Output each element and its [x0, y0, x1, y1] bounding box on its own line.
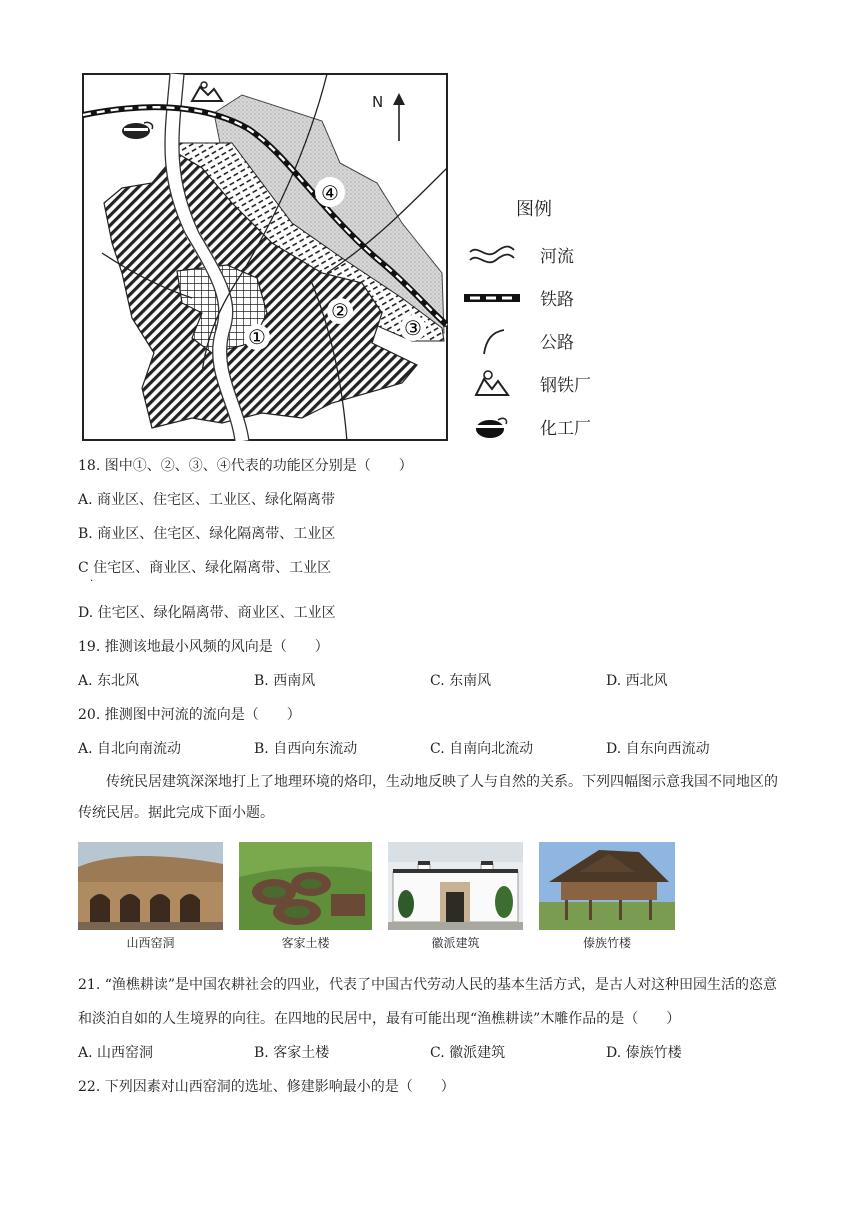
photo-tulou — [239, 842, 372, 930]
q21-option-c: C. 徽派建筑 — [430, 1045, 506, 1061]
legend-label-railway: 铁路 — [540, 290, 574, 310]
q18-option-d: D. 住宅区、绿化隔离带、商业区、工业区 — [78, 605, 336, 621]
q19-option-c: C. 东南风 — [430, 673, 492, 689]
legend-row-road — [462, 319, 612, 362]
q18-option-c: C 住宅区、商业区、绿化隔离带、工业区 — [78, 560, 332, 576]
legend-title: 图例 — [516, 199, 552, 220]
intro-text: 传统民居建筑深深地打上了地理环境的烙印，生动地反映了人与自然的关系。下列四幅图示意我国不同地区的传统民居。据此完成下面小题。 — [78, 774, 778, 821]
map-figure — [82, 73, 448, 441]
q19-stem: 19. 推测该地最小风频的风向是（ ） — [78, 639, 329, 655]
legend-label-road: 公路 — [540, 333, 574, 353]
q21-option-b: B. 客家土楼 — [254, 1045, 330, 1061]
legend-label-chemical: 化工厂 — [540, 419, 591, 439]
q18-option-a: A. 商业区、住宅区、工业区、绿化隔离带 — [78, 492, 336, 508]
q18-stem: 18. 图中①、②、③、④代表的功能区分别是（ ） — [78, 458, 413, 474]
legend-label-river: 河流 — [540, 247, 574, 267]
q22-stem: 22. 下列因素对山西窑洞的选址、修建影响最小的是（ ） — [78, 1079, 455, 1095]
photo-huipai — [388, 842, 523, 930]
steel-plant-icon — [462, 367, 522, 401]
q19-option-d: D. 西北风 — [606, 673, 668, 689]
caption-zhulou: 傣族竹楼 — [582, 936, 631, 950]
zone-label-3: ③ — [404, 316, 422, 340]
caption-tulou: 客家土楼 — [281, 936, 330, 950]
q21-option-a: A. 山西窑洞 — [78, 1045, 154, 1061]
option-c-dot: · — [90, 576, 94, 587]
photo-zhulou — [539, 842, 675, 930]
zone-label-2: ② — [331, 299, 349, 323]
zone-label-1: ① — [248, 325, 266, 349]
railway-icon — [462, 281, 522, 315]
legend-row-river — [462, 233, 612, 276]
q20-option-c: C. 自南向北流动 — [430, 741, 534, 757]
q20-option-b: B. 自西向东流动 — [254, 741, 358, 757]
legend-row-chemical — [462, 405, 612, 448]
zone-label-4: ④ — [321, 181, 339, 205]
city-function-map — [82, 73, 448, 441]
north-label: N — [372, 93, 384, 111]
q20-option-d: D. 自东向西流动 — [606, 741, 710, 757]
legend-row-railway — [462, 276, 612, 319]
road-icon — [462, 324, 522, 358]
q19-option-a: A. 东北风 — [78, 673, 140, 689]
legend-row-steel — [462, 362, 612, 405]
caption-yaodong: 山西窑洞 — [126, 936, 175, 950]
q20-option-a: A. 自北向南流动 — [78, 741, 182, 757]
river-icon — [462, 238, 522, 272]
chemical-plant-icon — [462, 410, 522, 444]
intro-paragraph — [78, 767, 784, 829]
q20-stem: 20. 推测图中河流的流向是（ ） — [78, 707, 301, 723]
photo-yaodong — [78, 842, 223, 930]
legend-label-steel: 钢铁厂 — [540, 376, 591, 396]
q18-option-b: B. 商业区、住宅区、绿化隔离带、工业区 — [78, 526, 336, 542]
q21-stem: 21. “渔樵耕读”是中国农耕社会的四业，代表了中国古代劳动人民的基本生活方式，是古人对这种田园生活的恣意和淡泊自如的人生境界的向往。在四地的民居中，最有可能出现“渔樵耕读”木雕作品的是（ ） — [78, 977, 778, 1027]
caption-huipai: 徽派建筑 — [431, 936, 480, 950]
map-legend — [462, 195, 612, 448]
q21-option-d: D. 傣族竹楼 — [606, 1045, 682, 1061]
dwelling-photos — [78, 842, 678, 952]
q19-option-b: B. 西南风 — [254, 673, 316, 689]
